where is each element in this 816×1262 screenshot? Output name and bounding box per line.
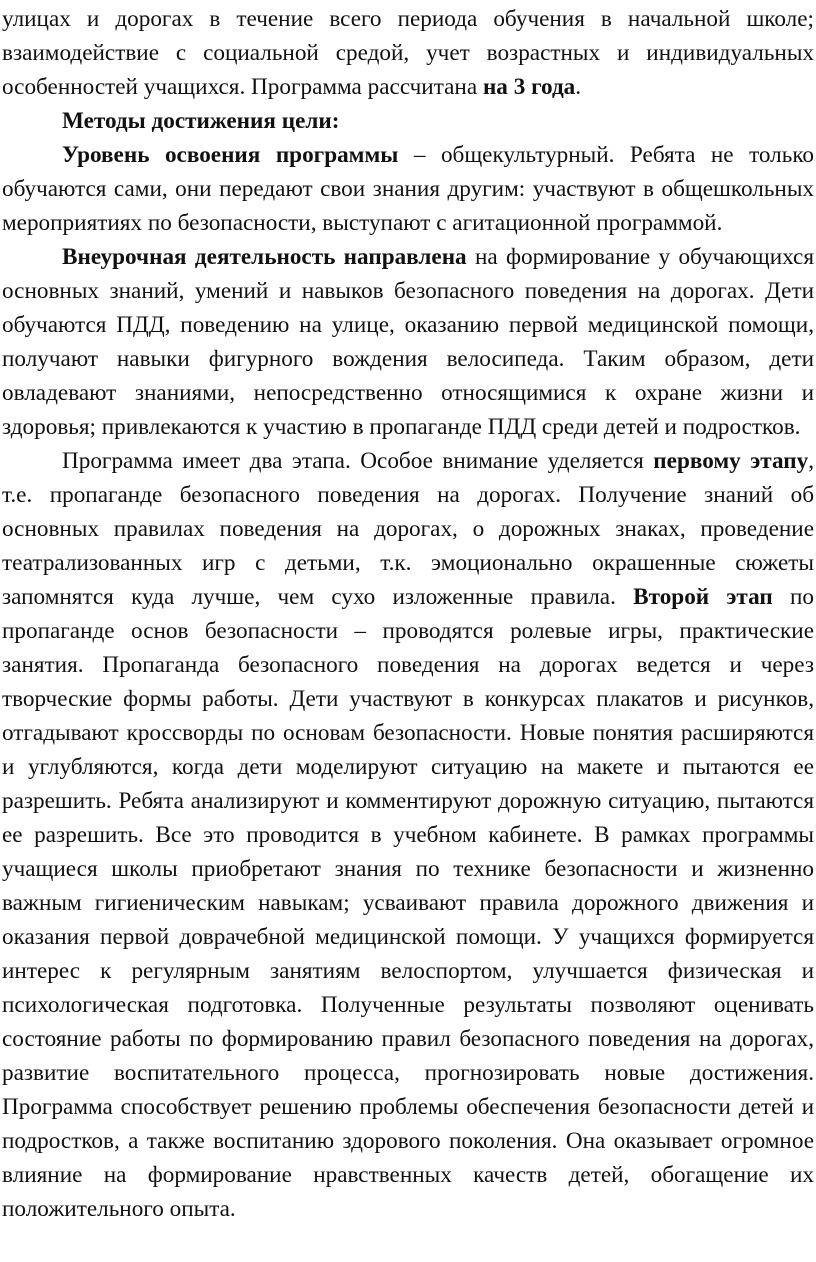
bold-text-run: Уровень освоения программы [62,142,399,168]
text-run: Программа имеет два этапа. Особое внимание уделяется [62,448,654,474]
bold-text-run: Второй этап [633,584,773,610]
bold-text-run: первому этапу [653,448,809,474]
text-run: на формирование у обучающихся основных знаний, умений и навыков безопасного поведения на дорогах. Дети обучаются ПДД, поведению на улице, оказанию первой медицинской помощи, получают навыки фигурного вождения велосипеда. Таким образом, дети овладевают знаниями, непосредственно относящимися к охране жизни и здоровья; привлекаются к участию в пропаганде ПДД среди детей и подростков. [2,244,814,440]
bold-text-run: Методы достижения цели: [62,108,340,134]
bold-text-run: Внеурочная деятельность направлена [62,244,467,270]
text-run: . [575,74,582,100]
paragraph-extracurricular [2,240,814,444]
text-run: улицах и дорогах в течение всего периода обучения в начальной школе; взаимодействие с социальной средой, учет возрастных и индивидуальных особенностей учащихся. Программа рассчитана [2,6,814,100]
text-run: по пропаганде основ безопасности – проводятся ролевые игры, практические занятия. Пропаганда безопасного поведения на дорогах ведется и через творческие формы работы. Дети участвуют в конкурсах плакатов и рисунков, отгадывают кроссворды по основам безопасности. Новые понятия расширяются и углубляются, когда дети моделируют ситуацию на макете и пытаются ее разрешить. Ребята анализируют и комментируют дорожную ситуацию, пытаются ее разрешить. Все это проводится в учебном кабинете. В рамках программы учащиеся школы приобретают знания по технике безопасности и жизненно важным гигиеническим навыкам; усваивают правила дорожного движения и оказания первой доврачебной медицинской помощи. У учащихся формируется интерес к регулярным занятиям велоспортом, улучшается физическая и психологическая подготовка. Полученные результаты позволяют оценивать состояние работы по формированию правил безопасного поведения на дорогах, развитие воспитательного процесса, прогнозировать новые достижения. Программа способствует решению проблемы обеспечения безопасности детей и подростков, а также воспитанию здорового поколения. Она оказывает огромное влияние на формирование нравственных качеств детей, обогащение их положительного опыта. [2,584,814,1222]
text-run: – общекультурный. Ребята не только обучаются сами, они передают свои знания другим: участвуют в общешкольных мероприятиях по безопасности, выступают с агитационной программой. [2,142,815,236]
paragraph-level [2,138,814,240]
paragraph-stages [2,444,814,1226]
bold-text-run: на 3 года [482,74,576,100]
paragraph-continuation [2,2,814,104]
section-heading-methods [2,104,814,138]
text-run: , т.е. пропаганде безопасного поведения на дорогах. Получение знаний об основных правилах поведения на дорогах, о дорожных знаках, проведение театрализованных игр с детьми, т.к. эмоционально окрашенные сюжеты запомнятся куда лучше, чем сухо изложенные правила. [2,448,815,610]
